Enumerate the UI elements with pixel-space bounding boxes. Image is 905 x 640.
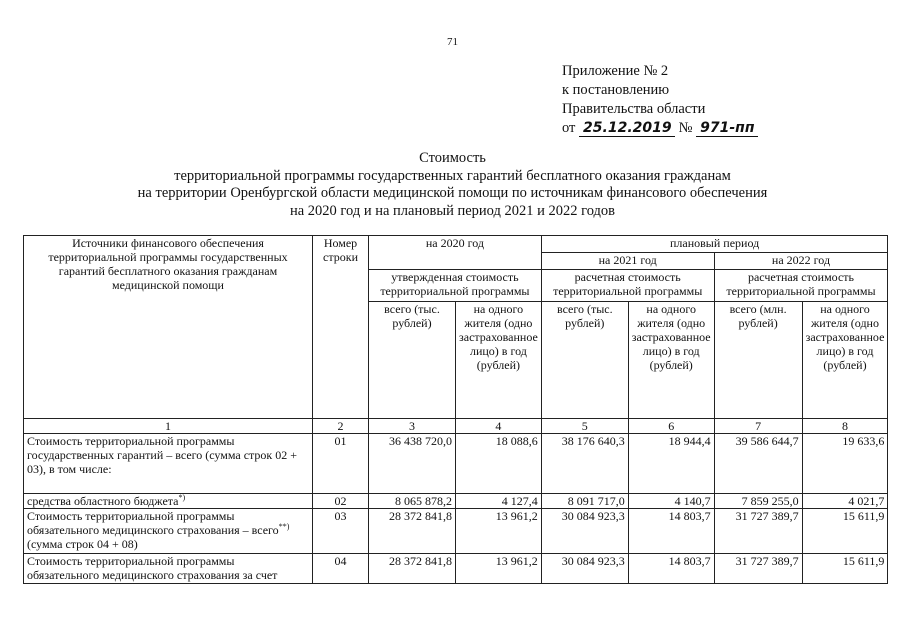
cell-total-2022: 31 727 389,7 bbox=[714, 554, 802, 584]
header-total-2022: всего (млн. рублей) bbox=[714, 302, 802, 419]
column-number: 4 bbox=[456, 419, 542, 434]
appendix-line-3: Правительства области bbox=[562, 101, 706, 117]
table-row bbox=[24, 554, 888, 584]
number-label: № bbox=[678, 120, 693, 136]
header-planned-period: плановый период bbox=[541, 236, 888, 253]
header-per-capita-2022: на одного жителя (одно застрахованное лицо) в год (рублей) bbox=[802, 302, 888, 419]
cell-per-capita-2021: 4 140,7 bbox=[628, 494, 714, 509]
appendix-date-line bbox=[562, 119, 758, 138]
cell-per-capita-2022: 15 611,9 bbox=[802, 509, 888, 554]
column-number: 8 bbox=[802, 419, 888, 434]
row-code: 03 bbox=[313, 509, 369, 554]
cell-total-2021: 38 176 640,3 bbox=[541, 434, 628, 494]
row-label-text: Стоимость территориальной программы обязательного медицинского страхования – всего bbox=[27, 509, 279, 537]
table-row bbox=[24, 509, 888, 554]
cell-per-capita-2020: 18 088,6 bbox=[456, 434, 542, 494]
cell-total-2022: 7 859 255,0 bbox=[714, 494, 802, 509]
cell-per-capita-2021: 14 803,7 bbox=[628, 554, 714, 584]
document-title bbox=[0, 150, 905, 220]
header-total-2021: всего (тыс. рублей) bbox=[541, 302, 628, 419]
appendix-block bbox=[562, 62, 758, 138]
row-code: 02 bbox=[313, 494, 369, 509]
row-label: Стоимость территориальной программы обязательного медицинского страхования за счет bbox=[24, 554, 313, 584]
appendix-line-2: к постановлению bbox=[562, 82, 670, 98]
table-row bbox=[24, 434, 888, 494]
row-label bbox=[24, 494, 313, 509]
cell-total-2021: 30 084 923,3 bbox=[541, 509, 628, 554]
title-line-2: территориальной программы государственных гарантий бесплатного оказания гражданам bbox=[174, 167, 731, 184]
cell-per-capita-2022: 4 021,7 bbox=[802, 494, 888, 509]
cell-total-2020: 36 438 720,0 bbox=[369, 434, 456, 494]
cell-total-2021: 8 091 717,0 bbox=[541, 494, 628, 509]
header-approved-cost: утвержденная стоимость территориальной программы bbox=[369, 270, 542, 302]
header-per-capita-2020: на одного жителя (одно застрахованное лицо) в год (рублей) bbox=[456, 302, 542, 419]
cell-per-capita-2020: 4 127,4 bbox=[456, 494, 542, 509]
cell-total-2020: 28 372 841,8 bbox=[369, 554, 456, 584]
cell-per-capita-2021: 14 803,7 bbox=[628, 509, 714, 554]
cell-total-2022: 39 586 644,7 bbox=[714, 434, 802, 494]
title-line-1: Стоимость bbox=[419, 150, 486, 166]
column-number: 6 bbox=[628, 419, 714, 434]
header-2020: на 2020 год bbox=[369, 236, 542, 270]
footnote-mark: **) bbox=[278, 522, 290, 531]
cell-total-2021: 30 084 923,3 bbox=[541, 554, 628, 584]
cell-per-capita-2020: 13 961,2 bbox=[456, 509, 542, 554]
cell-per-capita-2022: 15 611,9 bbox=[802, 554, 888, 584]
cell-per-capita-2022: 19 633,6 bbox=[802, 434, 888, 494]
title-line-3: на территории Оренбургской области медицинской помощи по источникам финансового обеспечения bbox=[137, 185, 768, 201]
column-number: 2 bbox=[313, 419, 369, 434]
page-number: 71 bbox=[447, 36, 458, 48]
column-number: 5 bbox=[541, 419, 628, 434]
header-total-2020: всего (тыс. рублей) bbox=[369, 302, 456, 419]
cell-per-capita-2020: 13 961,2 bbox=[456, 554, 542, 584]
from-label: от bbox=[562, 120, 576, 136]
row-label bbox=[24, 509, 313, 554]
column-number: 1 bbox=[24, 419, 313, 434]
resolution-number: 971-пп bbox=[696, 121, 758, 137]
column-number: 3 bbox=[369, 419, 456, 434]
column-number-row bbox=[24, 419, 888, 434]
footnote-mark: *) bbox=[178, 493, 186, 502]
appendix-line-1: Приложение № 2 bbox=[562, 63, 669, 79]
cell-total-2020: 8 065 878,2 bbox=[369, 494, 456, 509]
header-estimated-cost-2021: расчетная стоимость территориальной программы bbox=[541, 270, 714, 302]
row-code: 01 bbox=[313, 434, 369, 494]
header-2021: на 2021 год bbox=[541, 253, 714, 270]
header-estimated-cost-2022: расчетная стоимость территориальной программы bbox=[714, 270, 888, 302]
row-label-text: средства областного бюджета bbox=[27, 494, 179, 508]
column-number: 7 bbox=[714, 419, 802, 434]
header-line-number: Номер строки bbox=[313, 236, 369, 419]
title-line-4: на 2020 год и на плановый период 2021 и 2022 годов bbox=[289, 202, 616, 219]
header-2022: на 2022 год bbox=[714, 253, 888, 270]
row-code: 04 bbox=[313, 554, 369, 584]
cost-table bbox=[23, 235, 888, 584]
cell-total-2022: 31 727 389,7 bbox=[714, 509, 802, 554]
table-row bbox=[24, 494, 888, 509]
row-label-note: (сумма строк 04 + 08) bbox=[27, 537, 138, 551]
cell-per-capita-2021: 18 944,4 bbox=[628, 434, 714, 494]
header-per-capita-2021: на одного жителя (одно застрахованное лицо) в год (рублей) bbox=[628, 302, 714, 419]
header-sources: Источники финансового обеспечения территориальной программы государственных гарантий бесплатного оказания гражданам медицинской помощи bbox=[24, 236, 313, 419]
resolution-date: 25.12.2019 bbox=[579, 121, 675, 137]
row-label: Стоимость территориальной программы государственных гарантий – всего (сумма строк 02 + 03), в том числе: bbox=[24, 434, 313, 494]
cell-total-2020: 28 372 841,8 bbox=[369, 509, 456, 554]
